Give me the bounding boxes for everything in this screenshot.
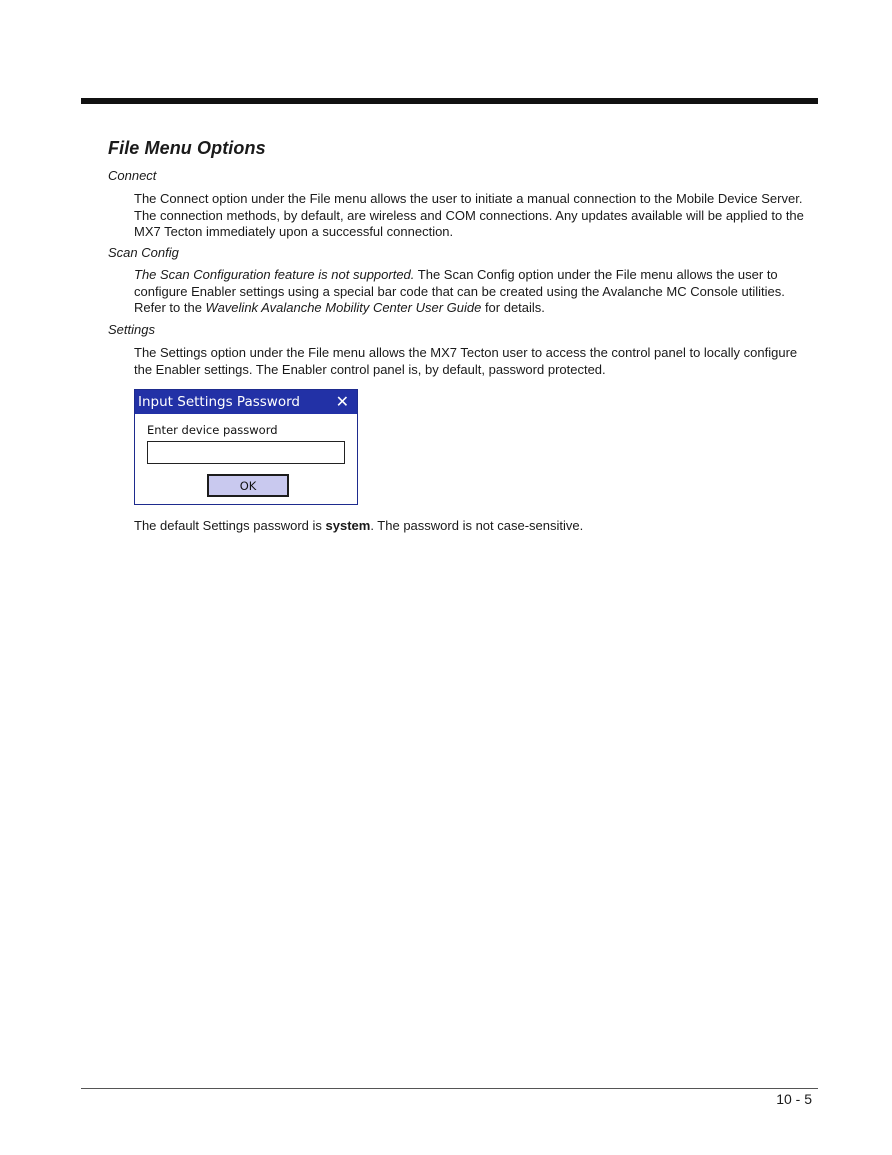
password-note-end: . The password is not case-sensitive. xyxy=(370,518,584,533)
guide-title: Wavelink Avalanche Mobility Center User Guide xyxy=(205,300,482,315)
scan-config-text-end: for details. xyxy=(481,300,545,315)
password-dialog xyxy=(134,389,358,505)
password-label: Enter device password xyxy=(147,423,278,437)
scan-config-heading: Scan Config xyxy=(108,245,179,260)
connect-heading: Connect xyxy=(108,168,157,183)
password-note xyxy=(134,518,818,535)
close-icon[interactable]: ✕ xyxy=(335,392,349,411)
settings-heading: Settings xyxy=(108,322,155,337)
default-password: system xyxy=(325,518,371,533)
dialog-title: Input Settings Password xyxy=(138,394,300,410)
settings-paragraph: The Settings option under the File menu allows the MX7 Tecton user to access the control panel to locally configure the Enabler settings. The Enabler control panel is, by default, password protected. xyxy=(134,345,798,377)
ok-button[interactable]: OK xyxy=(207,474,289,497)
scan-config-paragraph xyxy=(134,267,818,317)
section-title: File Menu Options xyxy=(108,138,266,158)
page-number: 10 - 5 xyxy=(776,1091,812,1107)
footer-rule xyxy=(81,1088,818,1089)
password-input[interactable] xyxy=(147,441,345,464)
dialog-titlebar xyxy=(135,390,357,414)
password-note-start: The default Settings password is xyxy=(134,518,326,533)
connect-paragraph: The Connect option under the File menu allows the user to initiate a manual connection to the Mobile Device Server. The connection methods, by default, are wireless and COM connections. Any updates available will be applied to the MX7 Tecton immediately upon a successful connection. xyxy=(134,191,804,239)
unsupported-note: The Scan Configuration feature is not supported. xyxy=(134,267,415,282)
scan-config-text: The Scan Config option under the File menu allows the user to configure Enabler settings using a special bar code that can be created using the Avalanche MC Console utilities. Refer to the xyxy=(134,267,785,315)
header-rule xyxy=(81,98,818,104)
